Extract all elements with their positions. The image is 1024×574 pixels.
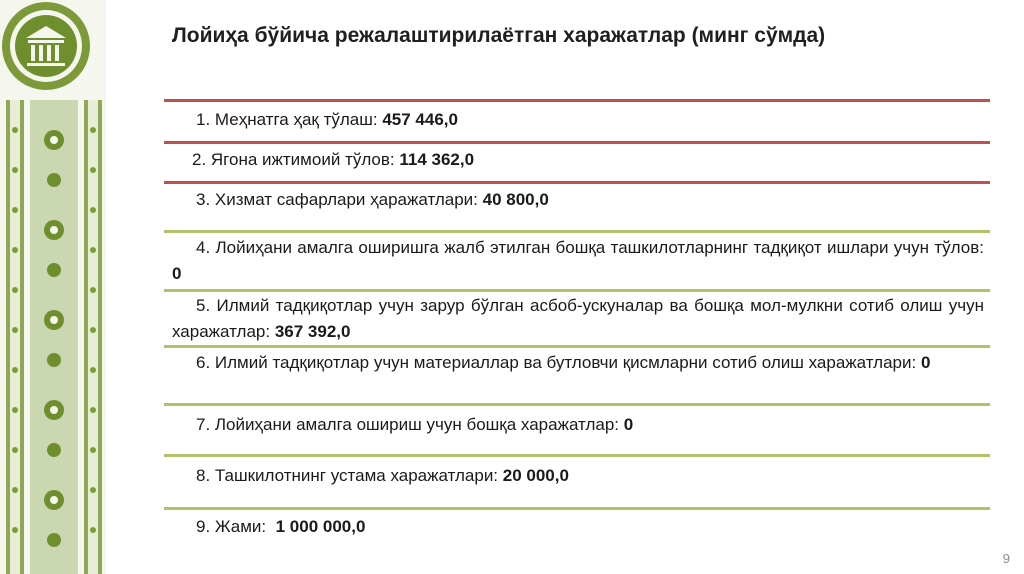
separator-line bbox=[164, 230, 990, 233]
list-item bbox=[172, 293, 984, 345]
item-value: 457 446,0 bbox=[382, 110, 458, 129]
list-item bbox=[172, 350, 984, 376]
decorative-ornament-band bbox=[0, 0, 106, 574]
separator-line bbox=[164, 289, 990, 292]
item-value: 0 bbox=[172, 264, 182, 283]
page-number: 9 bbox=[1002, 551, 1010, 566]
item-value: 367 392,0 bbox=[274, 322, 351, 341]
item-value: 114 362,0 bbox=[399, 150, 475, 169]
list-item bbox=[172, 412, 1008, 438]
list-item bbox=[172, 463, 1008, 489]
separator-line bbox=[164, 99, 990, 102]
list-item bbox=[172, 514, 1008, 540]
list-item bbox=[172, 187, 1008, 213]
item-value: 0 bbox=[920, 353, 931, 372]
item-value: 40 800,0 bbox=[482, 190, 549, 209]
item-label: 1. Меҳнатга ҳақ тўлаш: bbox=[196, 110, 383, 129]
page-title: Лойиҳа бўйича режалаштирилаётган харажатлар (минг сўмда) bbox=[172, 24, 826, 47]
item-label: 5. Илмий тадқиқотлар учун зарур бўлган асбоб-ускуналар ва бошқа мол-мулкни сотиб олиш учун харажатлар: bbox=[172, 296, 984, 341]
item-label: 7. Лойиҳани амалга ошириш учун бошқа харажатлар: bbox=[196, 415, 624, 434]
separator-line bbox=[164, 507, 990, 510]
separator-line bbox=[164, 454, 990, 457]
item-label: 4. Лойиҳани амалга оширишга жалб этилган бошқа ташкилотларнинг тадқиқот ишлари учун тўлов: bbox=[196, 238, 984, 257]
list-item bbox=[172, 235, 984, 287]
separator-line bbox=[164, 141, 990, 144]
item-value: 20 000,0 bbox=[502, 466, 569, 485]
institution-logo bbox=[0, 0, 92, 92]
list-item bbox=[172, 107, 1008, 133]
item-label: 2. Ягона ижтимоий тўлов: bbox=[192, 150, 400, 169]
separator-line bbox=[164, 345, 990, 348]
separator-line bbox=[164, 403, 990, 406]
item-label: 3. Хизмат сафарлари ҳаражатлари: bbox=[196, 190, 483, 209]
item-label: 9. Жами: bbox=[196, 517, 276, 536]
item-value: 0 bbox=[623, 415, 634, 434]
item-value: 1 000 000,0 bbox=[275, 517, 366, 536]
list-item bbox=[172, 147, 1004, 173]
separator-line bbox=[164, 181, 990, 184]
item-label: 8. Ташкилотнинг устама харажатлари: bbox=[196, 466, 503, 485]
item-label: 6. Илмий тадқиқотлар учун материаллар ва бутловчи қисмларни сотиб олиш харажатлари: bbox=[196, 353, 921, 372]
